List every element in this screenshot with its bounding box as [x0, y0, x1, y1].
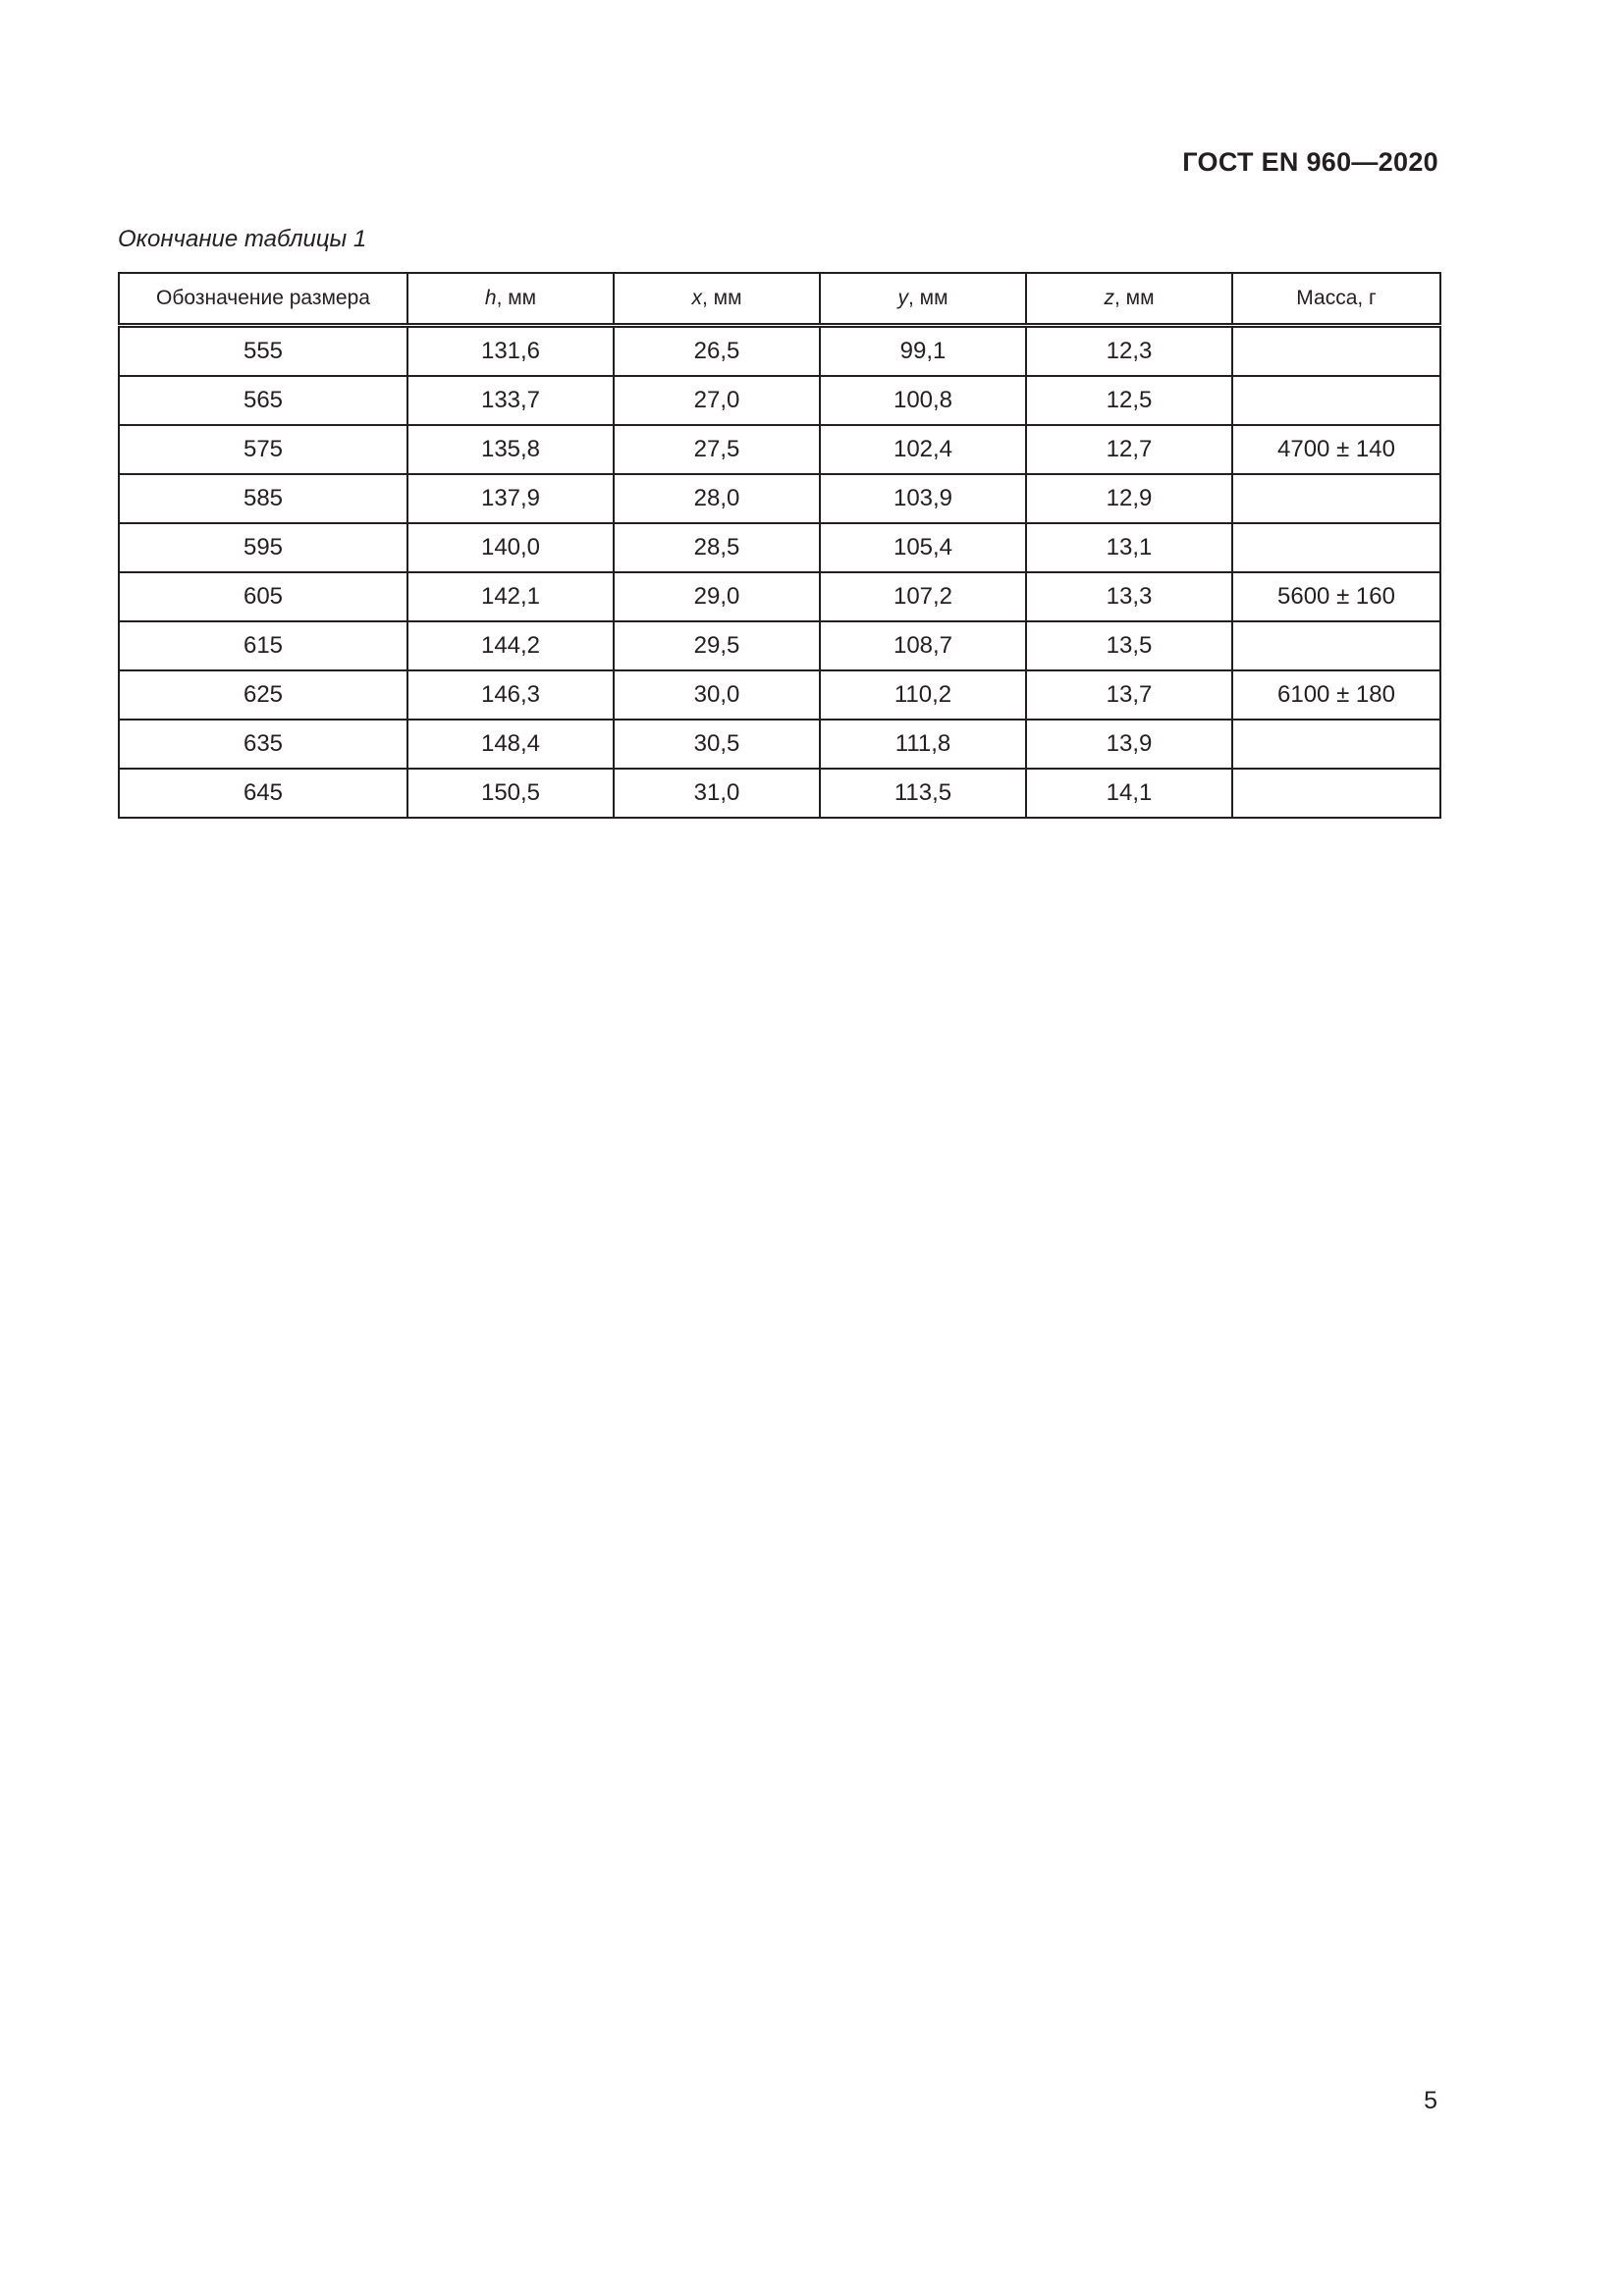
- cell-size: 585: [119, 474, 407, 523]
- cell-y: 111,8: [820, 720, 1026, 769]
- cell-h: 146,3: [407, 670, 614, 720]
- cell-size: 615: [119, 621, 407, 670]
- table-row: [119, 425, 1440, 474]
- table-row: [119, 376, 1440, 425]
- column-header-z: [1026, 273, 1232, 326]
- header-unit: , мм: [1113, 287, 1155, 309]
- cell-y: 113,5: [820, 769, 1026, 818]
- cell-z: 12,9: [1026, 474, 1232, 523]
- cell-h: 135,8: [407, 425, 614, 474]
- header-text: Масса, г: [1296, 287, 1377, 309]
- cell-size: 565: [119, 376, 407, 425]
- table-header-row: [119, 273, 1440, 326]
- cell-h: 133,7: [407, 376, 614, 425]
- cell-x: 26,5: [614, 326, 820, 377]
- table-row: [119, 474, 1440, 523]
- cell-x: 31,0: [614, 769, 820, 818]
- cell-h: 144,2: [407, 621, 614, 670]
- cell-size: 625: [119, 670, 407, 720]
- cell-x: 28,5: [614, 523, 820, 572]
- column-header-y: [820, 273, 1026, 326]
- page-number: 5: [1424, 2087, 1437, 2114]
- cell-z: 13,1: [1026, 523, 1232, 572]
- cell-x: 27,5: [614, 425, 820, 474]
- table-caption: Окончание таблицы 1: [118, 226, 367, 252]
- cell-mass: [1232, 621, 1440, 670]
- header-text: Обозначение размера: [156, 287, 370, 309]
- cell-mass: [1232, 326, 1440, 377]
- header-variable: z: [1104, 287, 1114, 309]
- cell-y: 102,4: [820, 425, 1026, 474]
- cell-z: 12,5: [1026, 376, 1232, 425]
- cell-size: 605: [119, 572, 407, 621]
- cell-x: 27,0: [614, 376, 820, 425]
- header-variable: h: [484, 287, 497, 309]
- cell-z: 13,5: [1026, 621, 1232, 670]
- header-variable: x: [691, 287, 702, 309]
- cell-mass: [1232, 523, 1440, 572]
- cell-mass: 5600 ± 160: [1232, 572, 1440, 621]
- cell-h: 140,0: [407, 523, 614, 572]
- table-row: [119, 523, 1440, 572]
- table-row: [119, 769, 1440, 818]
- column-header-mass: [1232, 273, 1440, 326]
- column-header-x: [614, 273, 820, 326]
- cell-size: 595: [119, 523, 407, 572]
- cell-size: 575: [119, 425, 407, 474]
- size-table: [118, 272, 1441, 819]
- column-header-h: [407, 273, 614, 326]
- cell-x: 29,5: [614, 621, 820, 670]
- cell-mass: [1232, 769, 1440, 818]
- cell-x: 29,0: [614, 572, 820, 621]
- cell-h: 148,4: [407, 720, 614, 769]
- cell-h: 137,9: [407, 474, 614, 523]
- cell-h: 142,1: [407, 572, 614, 621]
- cell-y: 107,2: [820, 572, 1026, 621]
- cell-x: 30,5: [614, 720, 820, 769]
- header-variable: y: [897, 287, 908, 309]
- cell-y: 110,2: [820, 670, 1026, 720]
- header-unit: , мм: [496, 287, 537, 309]
- table-row: [119, 670, 1440, 720]
- cell-x: 30,0: [614, 670, 820, 720]
- cell-size: 555: [119, 326, 407, 377]
- cell-y: 108,7: [820, 621, 1026, 670]
- table-row: [119, 572, 1440, 621]
- table-row: [119, 326, 1440, 377]
- cell-y: 100,8: [820, 376, 1026, 425]
- document-code: ГОСТ EN 960—2020: [1182, 147, 1438, 177]
- cell-z: 12,3: [1026, 326, 1232, 377]
- cell-mass: [1232, 720, 1440, 769]
- cell-z: 13,9: [1026, 720, 1232, 769]
- cell-z: 13,7: [1026, 670, 1232, 720]
- table-row: [119, 720, 1440, 769]
- table-row: [119, 621, 1440, 670]
- column-header-size-designation: [119, 273, 407, 326]
- cell-y: 103,9: [820, 474, 1026, 523]
- cell-y: 105,4: [820, 523, 1026, 572]
- cell-size: 635: [119, 720, 407, 769]
- header-unit: , мм: [907, 287, 948, 309]
- cell-h: 131,6: [407, 326, 614, 377]
- cell-h: 150,5: [407, 769, 614, 818]
- cell-z: 12,7: [1026, 425, 1232, 474]
- cell-y: 99,1: [820, 326, 1026, 377]
- cell-z: 14,1: [1026, 769, 1232, 818]
- header-unit: , мм: [701, 287, 742, 309]
- cell-mass: 6100 ± 180: [1232, 670, 1440, 720]
- cell-mass: [1232, 376, 1440, 425]
- cell-size: 645: [119, 769, 407, 818]
- cell-x: 28,0: [614, 474, 820, 523]
- cell-mass: 4700 ± 140: [1232, 425, 1440, 474]
- cell-mass: [1232, 474, 1440, 523]
- cell-z: 13,3: [1026, 572, 1232, 621]
